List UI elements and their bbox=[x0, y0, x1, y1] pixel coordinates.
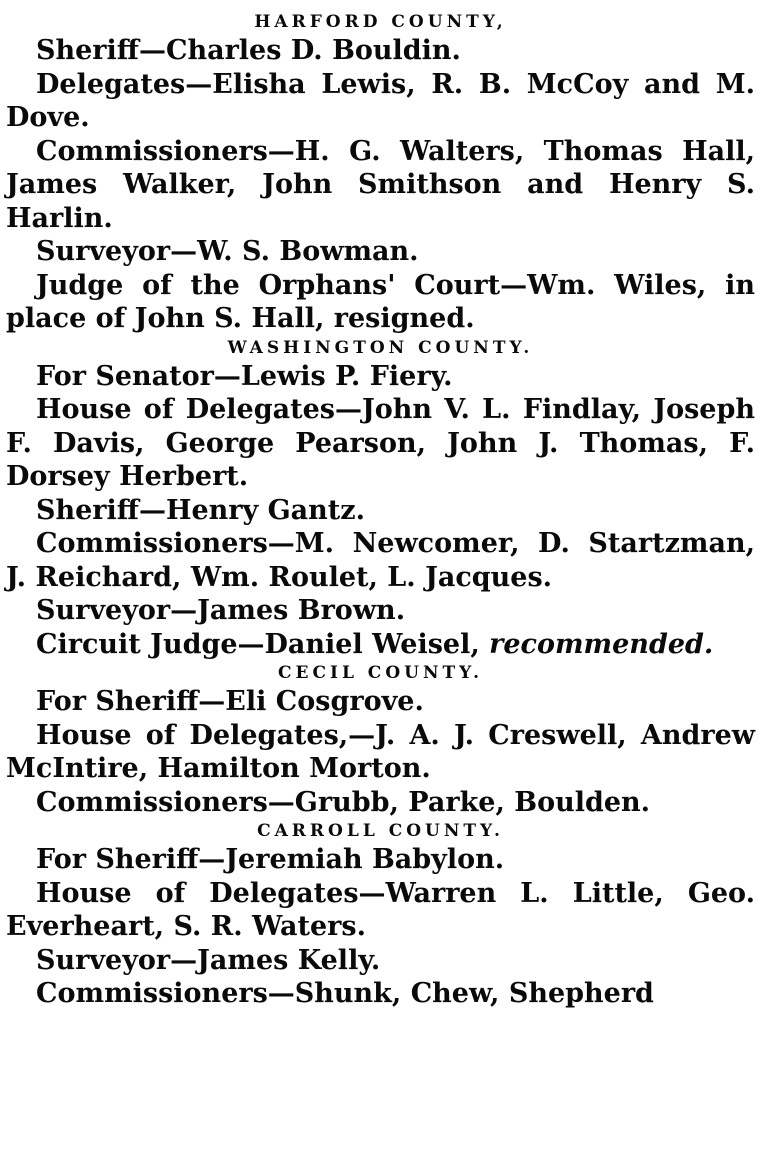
cecil-house-of-delegates: House of Delegates,—J. A. J. Creswell, Andrew McIntire, Hamilton Morton. bbox=[6, 719, 755, 784]
circuit-judge-text: Circuit Judge—Daniel Weisel, bbox=[36, 628, 490, 660]
harford-commissioners: Commissioners—H. G. Walters, Thomas Hall, James Walker, John Smithson and Henry S. Harlin. bbox=[6, 135, 755, 234]
harford-surveyor: Surveyor—W. S. Bowman. bbox=[36, 236, 419, 267]
washington-commissioners: Commissioners—M. Newcomer, D. Startzman, J. Reichard, Wm. Roulet, L. Jacques. bbox=[6, 528, 755, 593]
county-heading-carroll: CARROLL COUNTY. bbox=[257, 821, 504, 841]
washington-circuit-judge bbox=[6, 628, 755, 662]
washington-surveyor: Surveyor—James Brown. bbox=[36, 595, 406, 626]
circuit-judge-note: recommended. bbox=[489, 628, 714, 660]
harford-sheriff: Sheriff—Charles D. Bouldin. bbox=[36, 35, 461, 66]
carroll-surveyor: Surveyor—James Kelly. bbox=[36, 944, 381, 976]
carroll-sheriff: For Sheriff—Jeremiah Babylon. bbox=[36, 844, 505, 875]
washington-senator: For Senator—Lewis P. Fiery. bbox=[36, 360, 453, 392]
county-heading-washington: WASHINGTON COUNTY. bbox=[227, 337, 534, 358]
county-heading-cecil: CECIL COUNTY. bbox=[277, 663, 484, 683]
county-heading-harford: HARFORD COUNTY, bbox=[254, 12, 507, 32]
washington-house-of-delegates: House of Delegates—John V. L. Findlay, Joseph F. Davis, George Pearson, John J. Thomas, F. Dorsey Herbert. bbox=[6, 394, 755, 492]
carroll-house-of-delegates: House of Delegates—Warren L. Little, Geo. Everheart, S. R. Waters. bbox=[6, 877, 755, 942]
harford-orphans-court-judge: Judge of the Orphans' Court—Wm. Wiles, in place of John S. Hall, resigned. bbox=[6, 269, 755, 334]
cecil-commissioners: Commissioners—Grubb, Parke, Boulden. bbox=[36, 786, 651, 818]
cecil-sheriff: For Sheriff—Eli Cosgrove. bbox=[36, 686, 424, 717]
harford-delegates: Delegates—Elisha Lewis, R. B. McCoy and M. Dove. bbox=[6, 68, 755, 133]
washington-sheriff: Sheriff—Henry Gantz. bbox=[36, 494, 365, 526]
carroll-commissioners: Commissioners—Shunk, Chew, Shepherd bbox=[36, 978, 654, 1009]
